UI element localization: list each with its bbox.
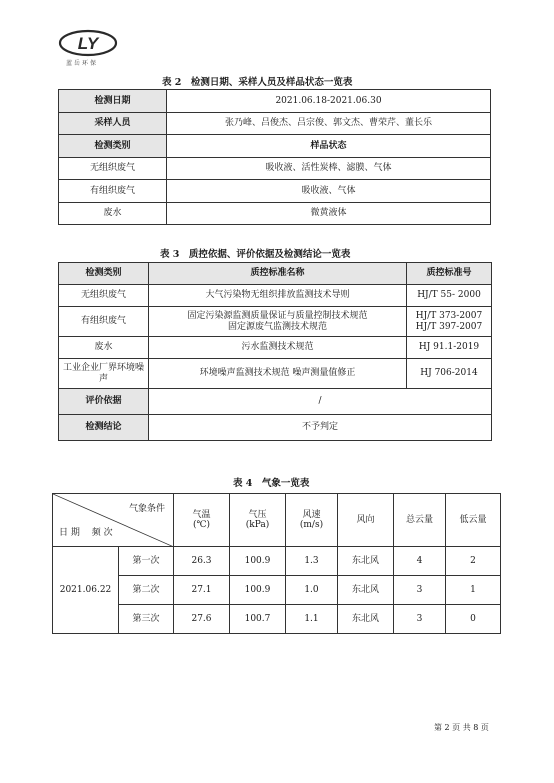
table-row [53, 605, 501, 634]
conclusion-value: 不予判定 [149, 415, 492, 441]
table4-caption: 表 4 气象一览表 [233, 478, 310, 489]
standard-code-cell: HJ/T 55- 2000 [407, 285, 492, 307]
standard-name-cell: 大气污染物无组织排放监测技术导则 [149, 285, 407, 307]
row-value: 微黄液体 [167, 202, 491, 225]
header-category: 检测类别 [59, 263, 149, 285]
frequency-cell: 第一次 [119, 547, 174, 576]
row-label: 废水 [59, 202, 167, 225]
weather-header-cell: 气压 (kPa) [230, 494, 286, 547]
standard-code-cell: HJ/T 373-2007 HJ/T 397-2007 [407, 307, 492, 337]
temp-cell: 27.1 [174, 576, 230, 605]
low-cloud-cell: 0 [446, 605, 501, 634]
temp-cell: 26.3 [174, 547, 230, 576]
table-row [59, 359, 492, 389]
table-header-row [53, 494, 501, 547]
standard-code-cell: HJ 91.1-2019 [407, 337, 492, 359]
row-value: 吸收液、活性炭棒、滤膜、气体 [167, 157, 491, 180]
table-row [59, 180, 491, 203]
table-header-row [59, 263, 492, 285]
total-cloud-cell: 4 [394, 547, 446, 576]
wind-speed-cell: 1.0 [286, 576, 338, 605]
standard-name-cell: 环境噪声监测技术规范 噪声测量值修正 [149, 359, 407, 389]
row-label: 有组织废气 [59, 180, 167, 203]
logo-mark-icon [58, 28, 118, 58]
table-row [59, 157, 491, 180]
category-cell: 有组织废气 [59, 307, 149, 337]
page-number: 第 2 页 共 8 页 [434, 723, 489, 732]
wind-speed-cell: 1.3 [286, 547, 338, 576]
wind-speed-cell: 1.1 [286, 605, 338, 634]
table-row [59, 90, 491, 113]
weather-header-cell: 风向 [338, 494, 394, 547]
evaluation-label: 评价依据 [59, 389, 149, 415]
weather-header-cell: 气温 (℃) [174, 494, 230, 547]
category-cell: 无组织废气 [59, 285, 149, 307]
table-row [59, 285, 492, 307]
low-cloud-cell: 1 [446, 576, 501, 605]
header-standard-name: 质控标准名称 [149, 263, 407, 285]
total-cloud-cell: 3 [394, 605, 446, 634]
weather-table [52, 493, 501, 634]
table-row [59, 202, 491, 225]
temp-cell: 27.6 [174, 605, 230, 634]
conclusion-label: 检测结论 [59, 415, 149, 441]
row-label: 检测类别 [59, 135, 167, 158]
logo-subtitle: 蓝岳环保 [66, 60, 99, 67]
table3-caption: 表 3 质控依据、评价依据及检测结论一览表 [160, 249, 351, 260]
table-row [59, 337, 492, 359]
standard-name-cell: 污水监测技术规范 [149, 337, 407, 359]
weather-header-cell: 总云量 [394, 494, 446, 547]
sampling-info-table [58, 89, 491, 225]
corner-top-label: 气象条件 [128, 504, 165, 514]
header-standard-code: 质控标准号 [407, 263, 492, 285]
pressure-cell: 100.9 [230, 547, 286, 576]
pressure-cell: 100.9 [230, 576, 286, 605]
wind-dir-cell: 东北风 [338, 605, 394, 634]
wind-dir-cell: 东北风 [338, 576, 394, 605]
quality-control-table [58, 262, 492, 441]
table-row [53, 547, 501, 576]
corner-bottom-label: 日 期 频 次 [59, 527, 113, 538]
table2-caption: 表 2 检测日期、采样人员及样品状态一览表 [162, 77, 353, 88]
table-row [59, 112, 491, 135]
category-cell: 废水 [59, 337, 149, 359]
diagonal-header-cell [53, 494, 174, 547]
category-cell: 工业企业厂界环境噪声 [59, 359, 149, 389]
frequency-cell: 第二次 [119, 576, 174, 605]
row-value: 张乃峰、吕俊杰、吕宗俊、郭文杰、曹荣芹、董长乐 [167, 112, 491, 135]
diagonal-divider [53, 494, 174, 547]
company-logo [58, 28, 118, 68]
low-cloud-cell: 2 [446, 547, 501, 576]
frequency-cell: 第三次 [119, 605, 174, 634]
total-cloud-cell: 3 [394, 576, 446, 605]
row-value: 样品状态 [167, 135, 491, 158]
standard-code-cell: HJ 706-2014 [407, 359, 492, 389]
date-cell: 2021.06.22 [53, 547, 119, 634]
evaluation-value: / [149, 389, 492, 415]
table-row [59, 389, 492, 415]
weather-header-cell: 风速 (m/s) [286, 494, 338, 547]
row-value: 2021.06.18-2021.06.30 [167, 90, 491, 113]
pressure-cell: 100.7 [230, 605, 286, 634]
row-label: 采样人员 [59, 112, 167, 135]
table-row [59, 415, 492, 441]
row-label: 检测日期 [59, 90, 167, 113]
wind-dir-cell: 东北风 [338, 547, 394, 576]
table-row [59, 135, 491, 158]
table-row [59, 307, 492, 337]
standard-name-cell: 固定污染源监测质量保证与质量控制技术规范 固定源废气监测技术规范 [149, 307, 407, 337]
svg-text:LY: LY [77, 34, 99, 53]
weather-header-cell: 低云量 [446, 494, 501, 547]
table-row [53, 576, 501, 605]
row-value: 吸收液、气体 [167, 180, 491, 203]
row-label: 无组织废气 [59, 157, 167, 180]
